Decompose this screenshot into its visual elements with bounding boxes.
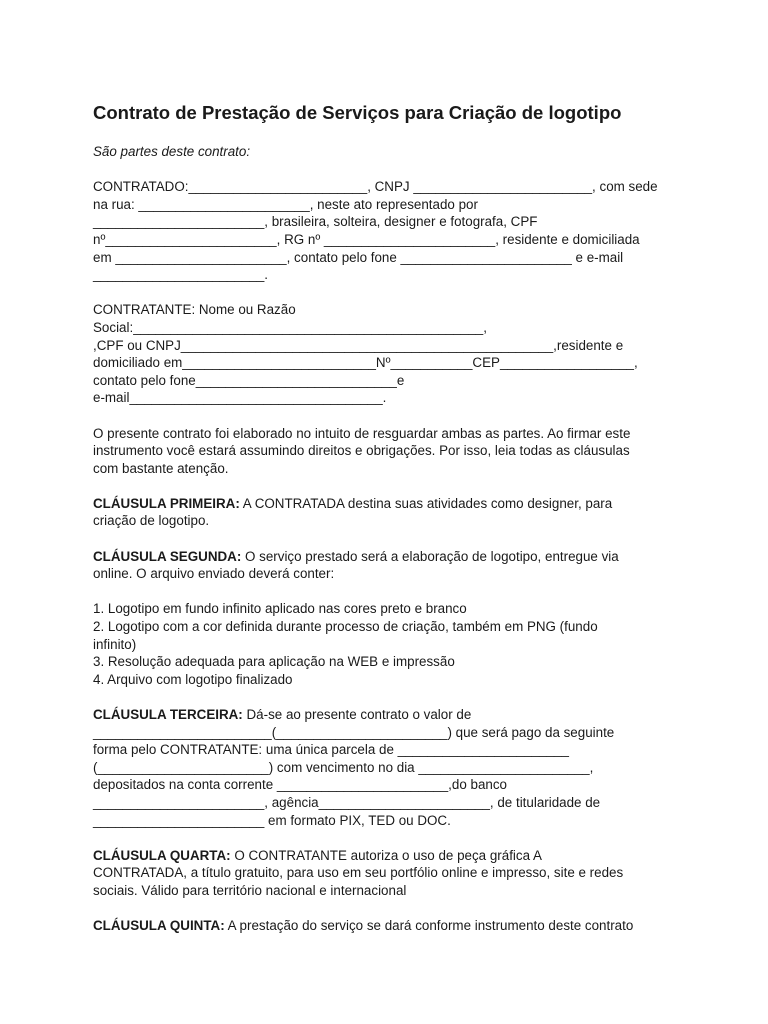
clausula-label: CLÁUSULA QUINTA: [93,918,225,934]
clausula-text: ________________________(_______________________) que será pago da seguinte [93,724,615,740]
clausula-label: CLÁUSULA TERCEIRA: [93,707,243,722]
note-paragraph [93,425,693,478]
contratado-line: nº_______________________, RG nº _______________________, residente e domiciliada [93,231,640,247]
contratante-line: ,CPF ou CNPJ__________________________________________________,residente e [93,337,624,353]
clausula-quarta [93,847,693,900]
clausula-text: forma pelo CONTRATANTE: uma única parcela de _______________________ [93,742,569,758]
clausula-text: (_______________________) com vencimento no dia _______________________, [93,759,594,775]
clausula-label: CLÁUSULA SEGUNDA: [93,548,242,564]
clausula-terceira [93,706,693,829]
list-item: 3. Resolução adequada para aplicação na WEB e impressão [93,654,455,670]
clausula-text: O serviço prestado será a elaboração de logotipo, entregue via [241,548,619,564]
list-item: 1. Logotipo em fundo infinito aplicado nas cores preto e branco [93,601,467,617]
contratante-line: Social:_______________________________________________, [93,319,487,335]
list-item: 4. Arquivo com logotipo finalizado [93,671,293,687]
contratado-line: CONTRATADO:________________________, CNPJ ________________________, com sede [93,179,658,195]
note-line: instrumento você estará assumindo direitos e obrigações. Por isso, leia todas as cláusulas [93,443,630,459]
contratado-block [93,178,693,284]
clausula-text: CONTRATADA, a título gratuito, para uso em seu portfólio online e impresso, site e redes [93,865,624,881]
contratante-line: domiciliado em__________________________Nº___________CEP__________________, [93,355,638,371]
clausula-text: online. O arquivo enviado deverá conter: [93,566,335,582]
clausula-text: depositados na conta corrente _______________________,do banco [93,777,507,793]
clausula-label: CLÁUSULA QUARTA: [93,847,231,863]
list-item: 2. Logotipo com a cor definida durante processo de criação, também em PNG (fundo [93,619,598,635]
clausula-text: sociais. Válido para território nacional e internacional [93,882,407,898]
contratado-line: _______________________. [93,267,269,283]
clausula-quinta [93,917,693,935]
clausula-text: A prestação do serviço se dará conforme instrumento deste contrato [224,918,634,934]
clausula-text: _______________________ em formato PIX, TED ou DOC. [93,812,451,828]
contratante-block [93,301,693,407]
clausula-label: CLÁUSULA PRIMEIRA: [93,495,240,511]
contratado-line: _______________________, brasileira, solteira, designer e fotografa, CPF [93,214,538,230]
contratante-line: e-mail__________________________________. [93,390,387,406]
contratado-line: na rua: _______________________, neste ato representado por [93,196,478,212]
intro-text: São partes deste contrato: [93,144,251,159]
clausula-text: criação de logotipo. [93,513,210,529]
note-line: O presente contrato foi elaborado no intuito de resguardar ambas as partes. Ao firmar este [93,425,631,441]
deliverables-list [93,600,693,688]
clausula-primeira [93,495,693,530]
contratante-line: contato pelo fone___________________________e [93,372,405,388]
document-title: Contrato de Prestação de Serviços para Criação de logotipo [93,102,622,123]
note-line: com bastante atenção. [93,460,229,476]
document-body [93,143,693,935]
clausula-segunda [93,548,693,583]
list-item: infinito) [93,636,137,652]
clausula-text: O CONTRATANTE autoriza o uso de peça gráfica A [230,847,542,863]
contratante-line: CONTRATANTE: Nome ou Razão [93,302,296,318]
contratado-line: em _______________________, contato pelo fone _______________________ e e-mail [93,249,624,265]
clausula-text: A CONTRATADA destina suas atividades como designer, para [239,495,613,511]
clausula-text: _______________________, agência_______________________, de titularidade de [93,794,601,810]
clausula-text: Dá-se ao presente contrato o valor de [242,707,472,722]
